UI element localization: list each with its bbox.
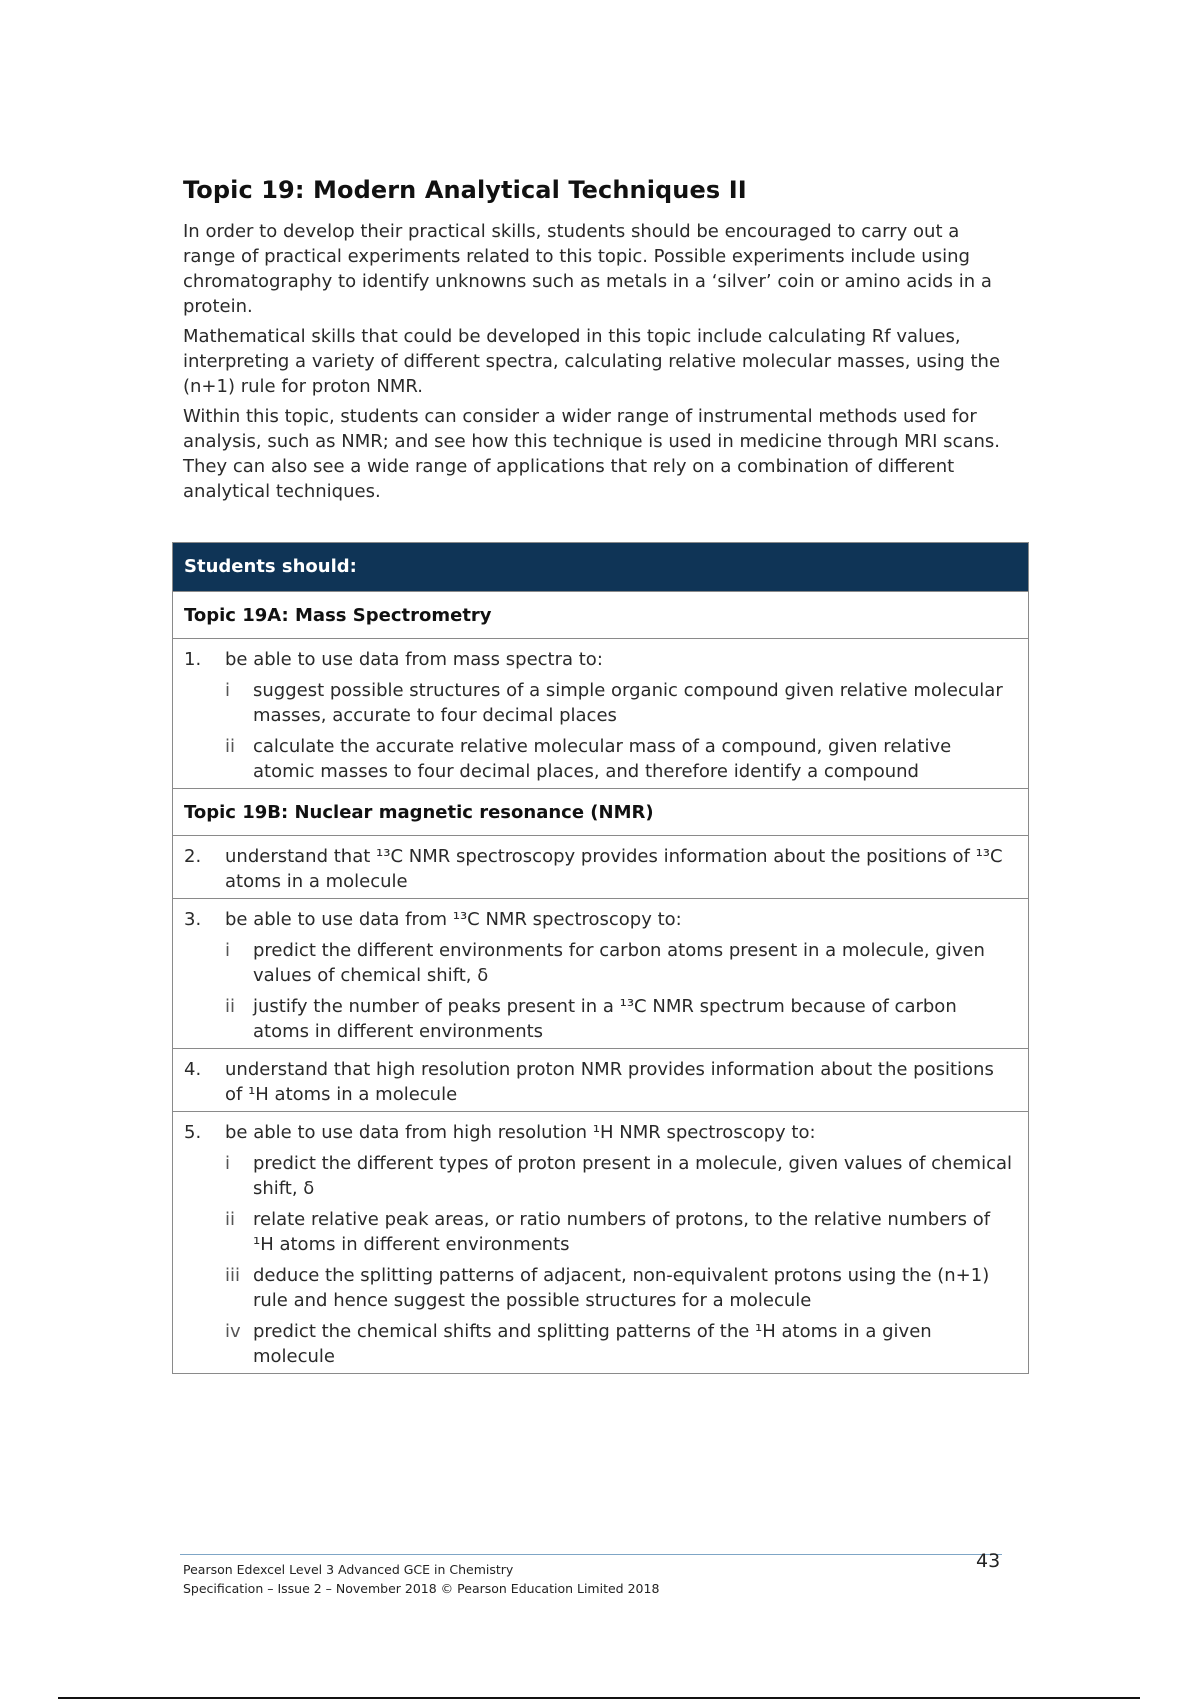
footer-line: Pearson Edexcel Level 3 Advanced GCE in Chemistry — [183, 1562, 514, 1577]
table-row — [173, 1111, 1028, 1373]
bottom-divider — [58, 1697, 1140, 1699]
sub-item-numeral: iv — [225, 1321, 241, 1342]
intro-paragraph: In order to develop their practical skills, students should be encouraged to carry out a range of practical experiments related to this topic. Possible experiments include using chromatography to identify unknowns such as metals in a ‘silver’ coin or amino acids in a protein. — [183, 221, 992, 317]
page-title: Topic 19: Modern Analytical Techniques II — [183, 176, 747, 204]
table-row — [173, 898, 1028, 1048]
specification-table — [172, 542, 1029, 1374]
sub-item-text: suggest possible structures of a simple organic compound given relative molecular masses, accurate to four decimal places — [253, 680, 1003, 726]
footer-text — [183, 1560, 659, 1598]
sub-item-text: deduce the splitting patterns of adjacent, non-equivalent protons using the (n+1) rule and hence suggest the possible structures for a molecule — [253, 1265, 990, 1311]
item-number: 4. — [184, 1059, 202, 1080]
sub-item-text: predict the different types of proton present in a molecule, given values of chemical shift, δ — [253, 1153, 1012, 1199]
item-text: be able to use data from mass spectra to: — [225, 649, 603, 670]
item-number: 5. — [184, 1122, 202, 1143]
sub-item-text: calculate the accurate relative molecular mass of a compound, given relative atomic masses to four decimal places, and therefore identify a compound — [253, 736, 952, 782]
table-row — [173, 638, 1028, 788]
sub-item-numeral: i — [225, 1153, 231, 1174]
sub-item-text: relate relative peak areas, or ratio numbers of protons, to the relative numbers of ¹H atoms in different environments — [253, 1209, 991, 1255]
item-number: 2. — [184, 846, 202, 867]
sub-item-text: predict the chemical shifts and splitting patterns of the ¹H atoms in a given molecule — [253, 1321, 932, 1367]
sub-item-numeral: ii — [225, 1209, 236, 1230]
item-number: 1. — [184, 649, 202, 670]
intro-paragraph: Mathematical skills that could be developed in this topic include calculating Rf values, interpreting a variety of different spectra, calculating relative molecular masses, using the (n+1) rule for proton NMR. — [183, 326, 1001, 397]
sub-item-numeral: i — [225, 680, 231, 701]
item-text: understand that high resolution proton NMR provides information about the positions of ¹H atoms in a molecule — [225, 1059, 994, 1105]
table-header: Students should: — [173, 543, 1028, 591]
footer-divider — [180, 1554, 1002, 1555]
table-row — [173, 1048, 1028, 1111]
sub-item-numeral: i — [225, 940, 231, 961]
sub-item-text: predict the different environments for carbon atoms present in a molecule, given values of chemical shift, δ — [253, 940, 985, 986]
intro-text — [183, 219, 1013, 509]
sub-item-numeral: ii — [225, 736, 236, 757]
item-text: be able to use data from ¹³C NMR spectroscopy to: — [225, 909, 682, 930]
footer-line: Specification – Issue 2 – November 2018 © Pearson Education Limited 2018 — [183, 1581, 660, 1596]
topic-19b-heading: Topic 19B: Nuclear magnetic resonance (NMR) — [173, 788, 1028, 835]
topic-19a-heading: Topic 19A: Mass Spectrometry — [173, 591, 1028, 638]
page-number: 43 — [976, 1550, 1001, 1572]
item-number: 3. — [184, 909, 202, 930]
intro-paragraph: Within this topic, students can consider a wider range of instrumental methods used for analysis, such as NMR; and see how this technique is used in medicine through MRI scans. They can also see a wide range of applications that rely on a combination of different analytical techniques. — [183, 406, 1000, 502]
sub-item-numeral: ii — [225, 996, 236, 1017]
item-text: understand that ¹³C NMR spectroscopy provides information about the positions of ¹³C atoms in a molecule — [225, 846, 1003, 892]
item-text: be able to use data from high resolution ¹H NMR spectroscopy to: — [225, 1122, 816, 1143]
sub-item-numeral: iii — [225, 1265, 241, 1286]
table-row — [173, 835, 1028, 898]
sub-item-text: justify the number of peaks present in a ¹³C NMR spectrum because of carbon atoms in different environments — [253, 996, 957, 1042]
